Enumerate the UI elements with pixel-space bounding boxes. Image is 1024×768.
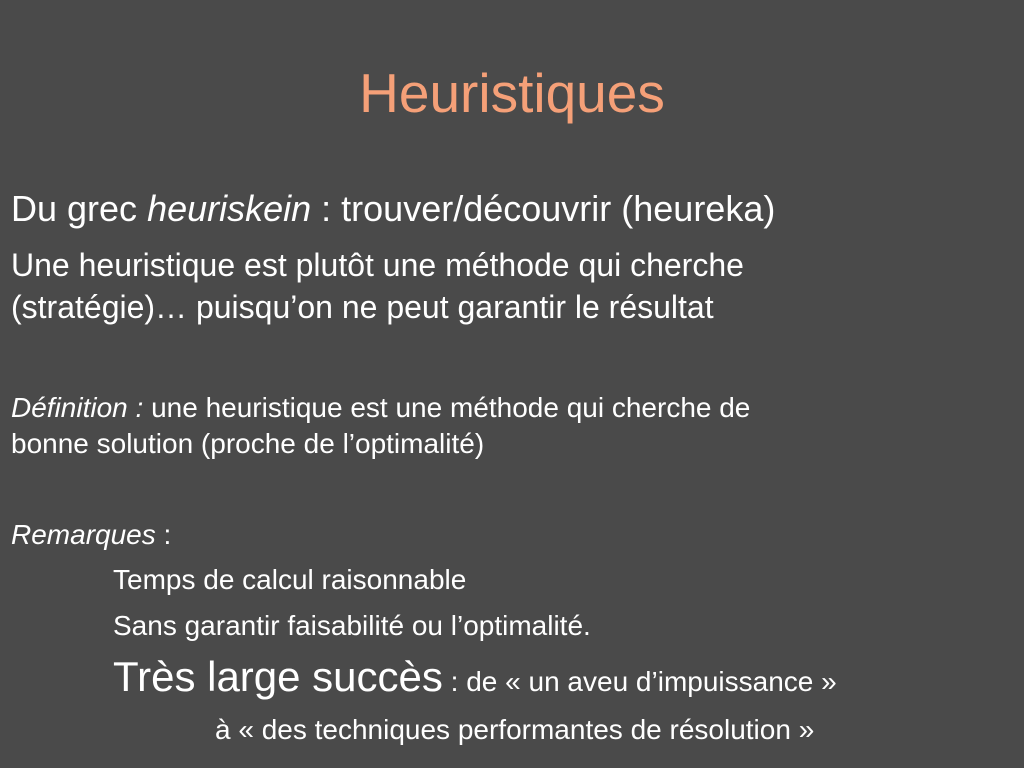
origin-suffix: : trouver/découvrir (heureka) bbox=[311, 188, 776, 229]
remarks-label: Remarques bbox=[11, 519, 156, 550]
description-line-1: Une heuristique est plutôt une méthode qui cherche bbox=[11, 247, 744, 283]
origin-prefix: Du grec bbox=[11, 188, 148, 229]
origin-term: heuriskein bbox=[147, 188, 312, 229]
definition-line-1 bbox=[11, 390, 750, 426]
remark-item-3-emphasis: Très large succès bbox=[113, 653, 443, 700]
remarks-heading bbox=[11, 516, 171, 554]
remarks-colon: : bbox=[155, 519, 172, 550]
remark-item-2: Sans garantir faisabilité ou l’optimalité. bbox=[113, 610, 591, 641]
remark-item-1: Temps de calcul raisonnable bbox=[113, 564, 467, 595]
remark-item-3-rest: : de « un aveu d’impuissance » bbox=[442, 666, 837, 697]
definition-label: Définition : bbox=[11, 392, 144, 423]
origin-line bbox=[11, 186, 775, 232]
remark-item-4: à « des techniques performantes de résolution » bbox=[215, 714, 815, 745]
remark-item-3 bbox=[113, 652, 837, 712]
definition-text-1: une heuristique est une méthode qui cherche de bbox=[143, 392, 751, 423]
description-line-2: (stratégie)… puisqu’on ne peut garantir le résultat bbox=[11, 289, 714, 325]
slide-title: Heuristiques bbox=[359, 62, 665, 124]
definition-line-2: bonne solution (proche de l’optimalité) bbox=[11, 428, 485, 459]
